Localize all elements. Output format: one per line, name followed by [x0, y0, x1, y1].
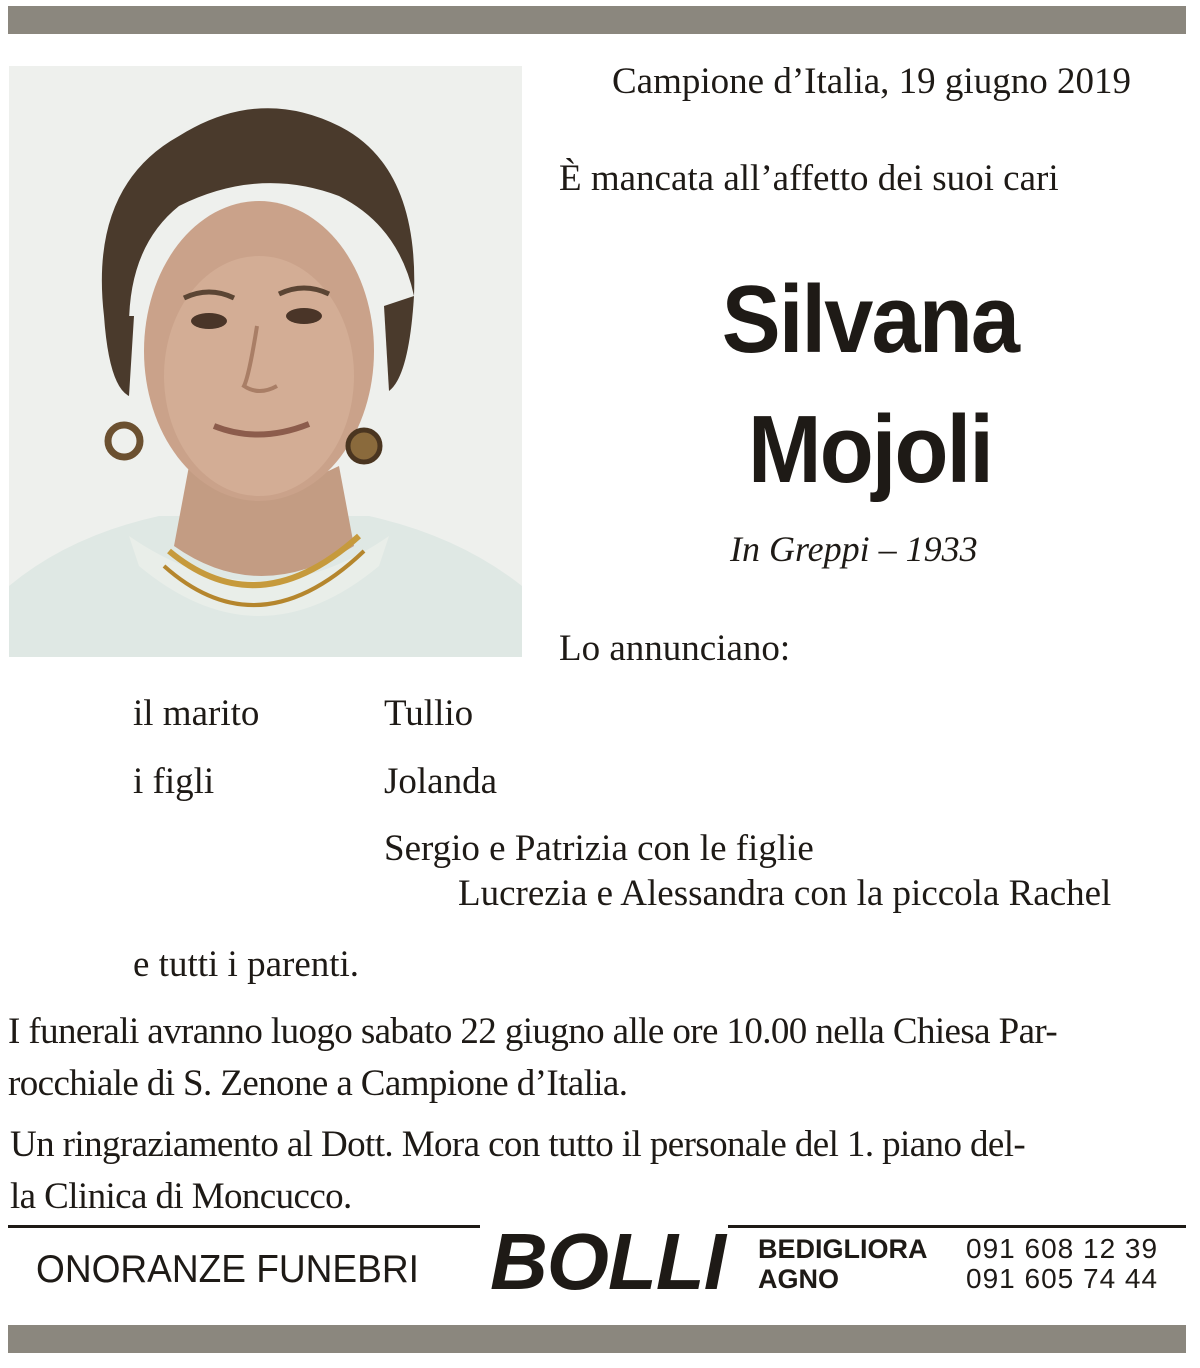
footer-divider-right [728, 1225, 1186, 1228]
maiden-name-year: In Greppi – 1933 [730, 529, 978, 569]
thanks-line: Un ringraziamento al Dott. Mora con tutto il personale del 1. piano del- [10, 1124, 1026, 1165]
location-town: AGNO [758, 1264, 839, 1294]
relative-name: Lucrezia e Alessandra con la piccola Rachel [458, 873, 1112, 914]
bottom-border-bar [8, 1325, 1186, 1353]
relative-name: Sergio e Patrizia con le figlie [384, 828, 814, 869]
place-date: Campione d’Italia, 19 giugno 2019 [612, 61, 1131, 102]
brand-logo: BOLLI [490, 1217, 725, 1306]
thanks-line: la Clinica di Moncucco. [10, 1176, 352, 1217]
top-border-bar [8, 6, 1186, 34]
location-phone: 091 605 74 44 [966, 1263, 1159, 1294]
footer-divider-left [8, 1225, 480, 1228]
deceased-last-name: Mojoli [747, 396, 993, 503]
relation-label: i figli [133, 761, 215, 802]
funeral-details [8, 1006, 1057, 1110]
thanks-paragraph [10, 1119, 1025, 1223]
relative-name: Jolanda [384, 761, 498, 802]
relative-name: Tullio [384, 693, 474, 734]
portrait-illustration [9, 66, 522, 657]
deceased-first-name: Silvana [721, 266, 1019, 373]
portrait-photo [9, 66, 522, 657]
announcement-intro: Lo annunciano: [559, 628, 791, 669]
funeral-firm-label: ONORANZE FUNEBRI [36, 1248, 419, 1291]
other-relatives: e tutti i parenti. [133, 944, 360, 985]
location-town: BEDIGLIORA [758, 1234, 928, 1264]
funeral-line: rocchiale di S. Zenone a Campione d’Italia. [8, 1063, 628, 1104]
intro-line: È mancata all’affetto dei suoi cari [559, 158, 1059, 199]
funeral-line: I funerali avranno luogo sabato 22 giugno alle ore 10.00 nella Chiesa Par- [8, 1011, 1058, 1052]
location-phone: 091 608 12 39 [966, 1233, 1159, 1264]
relation-label: il marito [133, 693, 260, 734]
